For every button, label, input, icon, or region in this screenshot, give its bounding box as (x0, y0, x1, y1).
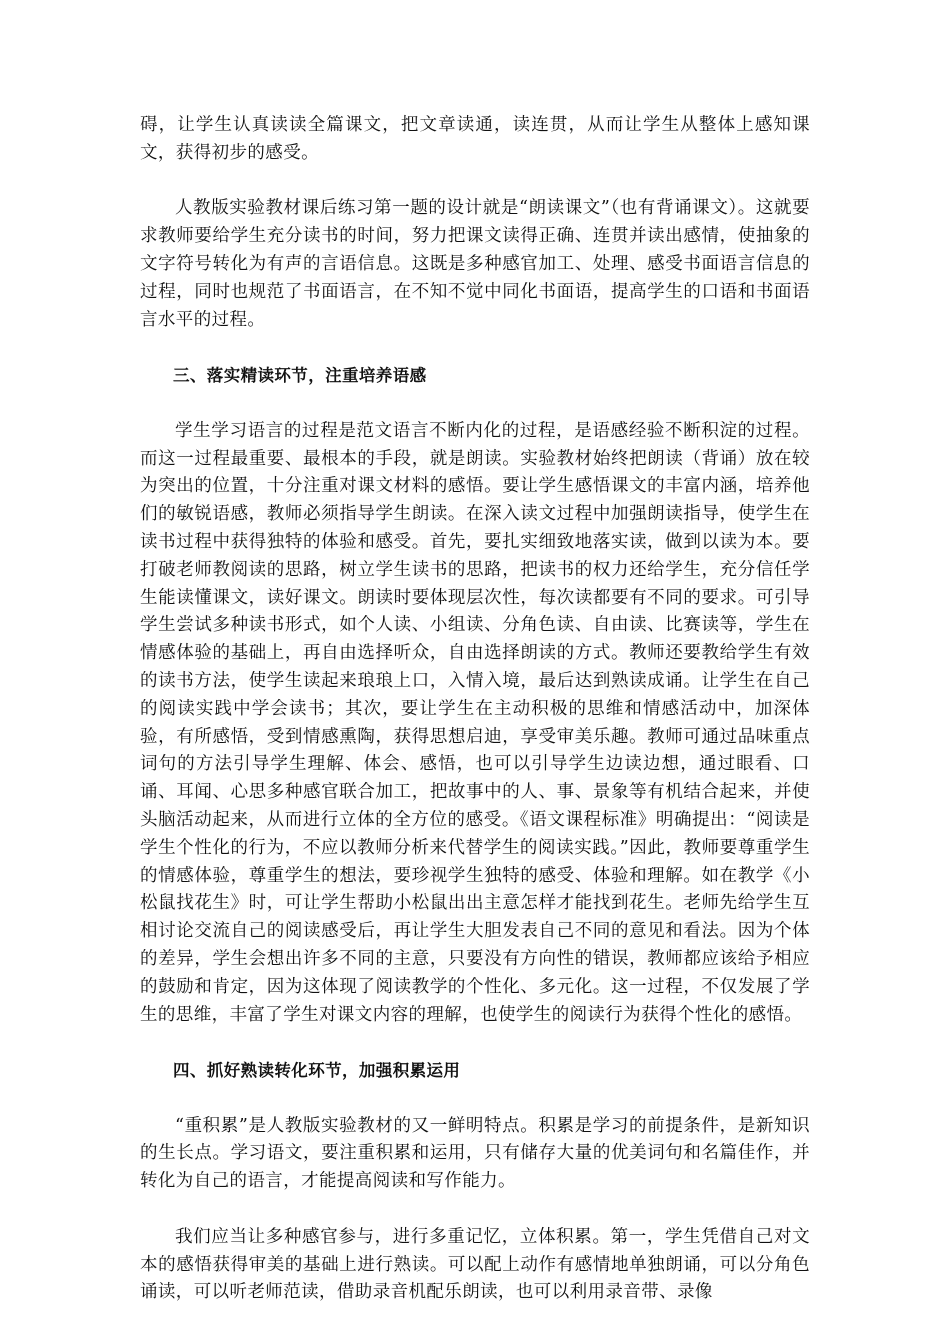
document-page (140, 112, 810, 1335)
paragraph-multi-sense-memory: 我们应当让多种感官参与，进行多重记忆，立体积累。第一，学生凭借自己对文本的感悟获得审美的基础上进行熟读。可以配上动作有感情地单独朗诵，可以分角色诵读，可以听老师范读，借助录音机配乐朗读，也可以利用录音带、录像 (140, 1226, 810, 1303)
paragraph-reading-aloud: 人教版实验教材课后练习第一题的设计就是“朗读课文”（也有背诵课文）。这就要求教师要给学生充分读书的时间，努力把课文读得正确、连贯并读出感情，使抽象的文字符号转化为有声的言语信息。这既是多种感官加工、处理、感受书面语言信息的过程，同时也规范了书面语言，在不知不觉中同化书面语，提高学生的口语和书面语言水平的过程。 (140, 198, 810, 330)
paragraph-continuation: 碍，让学生认真读读全篇课文，把文章读通，读连贯，从而让学生从整体上感知课文，获得初步的感受。 (140, 115, 810, 163)
section-heading-three: 三、落实精读环节，注重培养语感 (173, 366, 427, 386)
section-heading-four: 四、抓好熟读转化环节，加强积累运用 (173, 1061, 461, 1081)
paragraph-intensive-reading: 学生学习语言的过程是范文语言不断内化的过程，是语感经验不断积淀的过程。而这一过程最重要、最根本的手段，就是朗读。实验教材始终把朗读（背诵）放在较为突出的位置，十分注重对课文材料的感悟。要让学生感悟课文的丰富内涵，培养他们的敏锐语感，教师必须指导学生朗读。在深入读文过程中加强朗读指导，使学生在读书过程中获得独特的体验和感受。首先，要扎实细致地落实读，做到以读为本。要打破老师教阅读的思路，树立学生读书的思路，把读书的权力还给学生，充分信任学生能读懂课文，读好课文。朗读时要体现层次性，每次读都要有不同的要求。可引导学生尝试多种读书形式，如个人读、小组读、分角色读、自由读、比赛读等，学生在情感体验的基础上，再自由选择听众，自由选择朗读的方式。教师还要教给学生有效的读书方法，使学生读起来琅琅上口，入情入境，最后达到熟读成诵。让学生在自己的阅读实践中学会读书；其次，要让学生在主动积极的思维和情感活动中，加深体验，有所感悟，受到情感熏陶，获得思想启迪，享受审美乐趣。教师可通过品味重点词句的方法引导学生理解、体会、感悟，也可以引导学生边读边想，通过眼看、口诵、耳闻、心思多种感官联合加工，把故事中的人、事、景象等有机结合起来，并使头脑活动起来，从而进行立体的全方位的感受。《语文课程标准》明确提出：“阅读是学生个性化的行为，不应以教师分析来代替学生的阅读实践。”因此，教师要尊重学生的情感体验，尊重学生的想法，要珍视学生独特的感受、体验和理解。如在教学《小松鼠找花生》时，可让学生帮助小松鼠出出主意怎样才能找到花生。老师先给学生互相讨论交流自己的阅读感受后，再让学生大胆发表自己不同的意见和看法。因为个体的差异，学生会想出许多不同的主意，只要没有方向性的错误，教师都应该给予相应的鼓励和肯定，因为这体现了阅读教学的个性化、多元化。这一过程，不仅发展了学生的思维，丰富了学生对课文内容的理解，也使学生的阅读行为获得个性化的感悟。 (140, 420, 810, 1025)
paragraph-accumulation: “重积累”是人教版实验教材的又一鲜明特点。积累是学习的前提条件，是新知识的生长点。学习语文，要注重积累和运用，只有储存大量的优美词句和名篇佳作，并转化为自己的语言，才能提高阅读和写作能力。 (140, 1115, 810, 1192)
